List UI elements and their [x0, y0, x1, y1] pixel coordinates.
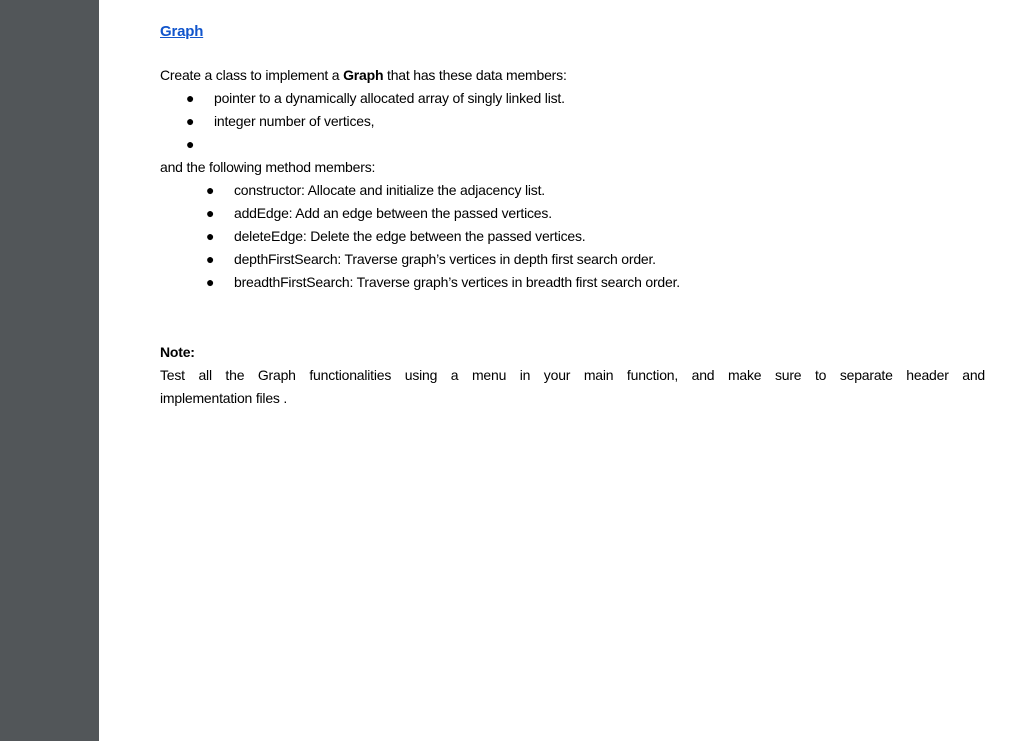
list-item [160, 271, 985, 294]
bullet-icon: ● [206, 251, 215, 267]
list-item [160, 202, 985, 225]
document-content [160, 20, 985, 410]
intro-after: that has these data members: [383, 67, 567, 83]
list-item-text: breadthFirstSearch: Traverse graph’s vertices in breadth first search order. [234, 274, 680, 290]
bullet-icon: ● [186, 90, 195, 106]
list-item [160, 87, 985, 110]
document-page [99, 0, 1024, 741]
intro-bold: Graph [343, 67, 384, 83]
note-label: Note: [160, 344, 195, 360]
list-item [160, 225, 985, 248]
methods-intro: and the following method members: [160, 159, 376, 175]
bullet-icon: ● [206, 274, 215, 290]
bullet-icon: ● [206, 228, 215, 244]
list-item [160, 248, 985, 271]
list-item-text: pointer to a dynamically allocated array of singly linked list. [214, 90, 565, 106]
bullet-icon: ● [186, 136, 195, 152]
methods-list [160, 179, 985, 294]
bullet-icon: ● [186, 113, 195, 129]
list-item [160, 110, 985, 133]
note-line-2: implementation files . [160, 390, 288, 406]
note-line-1: Test all the Graph functionalities using a menu in your main function, and make sure to separate header and [160, 367, 985, 383]
list-item-text: addEdge: Add an edge between the passed vertices. [234, 205, 552, 221]
bullet-icon: ● [206, 205, 215, 221]
list-item-text: depthFirstSearch: Traverse graph’s vertices in depth first search order. [234, 251, 656, 267]
list-item-text: deleteEdge: Delete the edge between the passed vertices. [234, 228, 586, 244]
heading-graph: Graph [160, 23, 204, 40]
list-item [160, 133, 985, 156]
list-item [160, 179, 985, 202]
data-members-list [160, 87, 985, 156]
list-item-text: integer number of vertices, [214, 113, 375, 129]
list-item-text: constructor: Allocate and initialize the adjacency list. [234, 182, 545, 198]
intro-before: Create a class to implement a [160, 67, 344, 83]
bullet-icon: ● [206, 182, 215, 198]
intro-text [160, 64, 985, 87]
